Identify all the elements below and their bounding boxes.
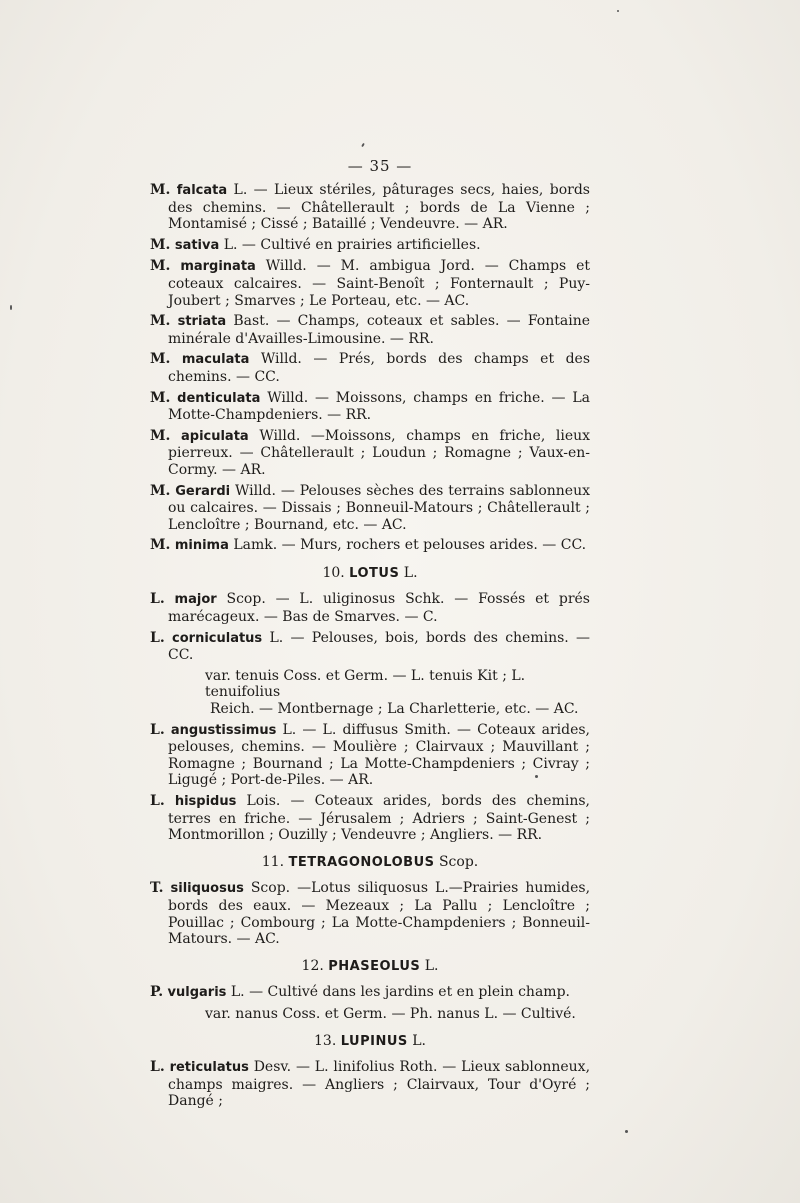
species-name: sativa bbox=[174, 237, 220, 253]
species-entry bbox=[150, 537, 590, 555]
species-name: denticulata bbox=[177, 390, 261, 406]
species-name: minima bbox=[174, 538, 229, 554]
species-name: angustissimus bbox=[170, 722, 277, 738]
entries-lotus-2 bbox=[150, 722, 590, 844]
species-author: L. bbox=[269, 629, 284, 646]
species-name: siliquosus bbox=[170, 881, 244, 897]
genus-number: 11. bbox=[261, 853, 285, 870]
species-name: vulgaris bbox=[167, 985, 227, 1001]
genus-name: LUPINUS bbox=[340, 1033, 408, 1049]
species-entry bbox=[150, 237, 590, 255]
species-name: apiculata bbox=[180, 428, 249, 444]
genus-abbreviation: M. bbox=[150, 313, 171, 330]
print-speck bbox=[361, 143, 365, 147]
variety-line: var. nanus Coss. et Germ. — Ph. nanus L. — Cultivé. bbox=[205, 1005, 576, 1022]
species-author: Scop. bbox=[250, 880, 291, 897]
species-author: Willd. bbox=[234, 482, 276, 499]
species-description: — Pelouses sèches des terrains sablonneux ou calcaires. — Dissais ; Bonneuil-Matours ; Châtellerault ; Lencloître ; Bournand, etc. — AC. bbox=[168, 482, 591, 533]
species-entry bbox=[150, 182, 590, 233]
species-author: Lamk. bbox=[233, 537, 278, 554]
species-author: Desv. bbox=[253, 1059, 292, 1076]
species-description: — M. ambigua Jord. — Champs et coteaux calcaires. — Saint-Benoît ; Fonternault ; Puy-Joubert ; Smarves ; Le Porteau, etc. — AC. bbox=[168, 258, 591, 309]
print-speck bbox=[617, 10, 619, 12]
species-description: — Lieux stériles, pâturages secs, haies, bords des chemins. — Châtellerault ; bords de La Vienne ; Montamisé ; Cissé ; Bataillé ; Vendeuvre. — AR. bbox=[168, 182, 590, 233]
species-name: corniculatus bbox=[172, 630, 263, 646]
species-author: Scop. bbox=[226, 591, 266, 608]
species-entry bbox=[150, 351, 590, 385]
genus-name: LOTUS bbox=[349, 565, 400, 581]
genus-abbreviation: L. bbox=[150, 591, 165, 608]
genus-abbreviation: M. bbox=[150, 182, 171, 198]
species-entry bbox=[150, 630, 590, 664]
species-author: L. bbox=[230, 984, 245, 1001]
genus-abbreviation: M. bbox=[150, 258, 171, 275]
species-description: — Prés, bords des champs et des chemins. — CC. bbox=[168, 351, 590, 385]
species-author: Willd. bbox=[265, 258, 307, 275]
species-entry bbox=[150, 591, 590, 625]
print-speck bbox=[535, 775, 538, 778]
genus-abbreviation: T. bbox=[150, 880, 164, 897]
species-author: Bast. bbox=[233, 313, 270, 330]
species-name: hispidus bbox=[174, 794, 237, 809]
species-name: major bbox=[174, 592, 217, 608]
species-entry bbox=[150, 722, 590, 789]
entries-tetragonolobus bbox=[150, 880, 590, 947]
species-name: reticulatus bbox=[169, 1060, 249, 1076]
species-author: L. bbox=[233, 182, 248, 198]
print-speck bbox=[625, 1130, 628, 1133]
species-description: —Moissons, champs en friche, lieux pierreux. — Châtellerault ; Loudun ; Romagne ; Vaux-en-Cormy. — AR. bbox=[168, 427, 591, 478]
genus-abbreviation: L. bbox=[150, 1059, 165, 1076]
genus-abbreviation: M. bbox=[150, 351, 171, 368]
species-author: Willd. bbox=[267, 389, 309, 406]
genus-name: TETRAGONOLOBUS bbox=[288, 854, 435, 870]
species-name: striata bbox=[177, 314, 227, 330]
genus-heading-lupinus bbox=[150, 1033, 590, 1051]
species-description: — Murs, rochers et pelouses arides. — CC. bbox=[281, 537, 587, 554]
genus-author: L. bbox=[403, 564, 418, 581]
entries-lotus-1 bbox=[150, 591, 590, 663]
genus-number: 13. bbox=[314, 1032, 337, 1049]
species-author: L. bbox=[282, 721, 297, 738]
print-speck bbox=[10, 305, 12, 310]
genus-abbreviation: L. bbox=[150, 793, 165, 809]
genus-heading-tetragonolobus bbox=[150, 854, 590, 872]
species-name: falcata bbox=[176, 183, 228, 198]
species-entry bbox=[150, 313, 590, 347]
variety-line: var. tenuis Coss. et Germ. — L. tenuis Kit ; L. tenuifolius bbox=[205, 667, 526, 701]
species-author: Lois. bbox=[246, 793, 281, 809]
page-number: — 35 — bbox=[347, 157, 413, 175]
species-entry bbox=[150, 984, 590, 1002]
entries-phaseolus bbox=[150, 984, 590, 1002]
entries-lupinus bbox=[150, 1059, 590, 1110]
species-description: — Pelouses, bois, bords des chemins. — CC. bbox=[168, 629, 591, 664]
genus-abbreviation: M. bbox=[150, 389, 171, 406]
species-description: — Champs, coteaux et sables. — Fontaine minérale d'Availles-Limousine. — RR. bbox=[168, 313, 590, 347]
genus-author: L. bbox=[424, 957, 439, 974]
species-description: — Cultivé dans les jardins et en plein champ. bbox=[249, 984, 570, 1001]
genus-abbreviation: M. bbox=[150, 482, 171, 499]
species-author: Willd. bbox=[259, 427, 301, 444]
species-description: — Cultivé en prairies artificielles. bbox=[241, 236, 481, 253]
genus-abbreviation: M. bbox=[150, 236, 171, 253]
species-description: — L. diffusus Smith. — Coteaux arides, pelouses, chemins. — Moulière ; Clairvaux ; Mauvillant ; Romagne ; Bournand ; La Motte-Champdeniers ; Civray ; Ligugé ; Port-de-Piles. — AR. bbox=[168, 721, 590, 789]
genus-heading-phaseolus bbox=[150, 958, 590, 976]
species-author: L. bbox=[223, 236, 238, 253]
genus-number: 10. bbox=[322, 564, 345, 581]
genus-abbreviation: L. bbox=[150, 721, 165, 738]
genus-abbreviation: M. bbox=[150, 427, 171, 444]
species-description: — L. linifolius Roth. — Lieux sablonneux, champs maigres. — Angliers ; Clairvaux, Tour d'Oyré ; Dangé ; bbox=[168, 1059, 591, 1110]
species-name: marginata bbox=[180, 259, 256, 275]
entries-medicago bbox=[150, 182, 590, 555]
species-entry bbox=[150, 483, 590, 534]
variety-line: Reich. — Montbernage ; La Charletterie, etc. — AC. bbox=[210, 701, 579, 718]
genus-abbreviation: P. bbox=[150, 984, 164, 1001]
species-author: Willd. bbox=[260, 351, 302, 368]
genus-abbreviation: M. bbox=[150, 537, 171, 554]
genus-author: L. bbox=[412, 1032, 426, 1049]
species-entry bbox=[150, 793, 590, 844]
species-name: Gerardi bbox=[175, 483, 231, 499]
species-description: —Lotus siliquosus L.—Prairies humides, bords des eaux. — Mezeaux ; La Pallu ; Lencloître ; Pouillac ; Combourg ; La Motte-Champdeniers ; Bonneuil-Matours. — AC. bbox=[168, 880, 591, 948]
species-description: — L. uliginosus Schk. — Fossés et prés marécageux. — Bas de Smarves. — C. bbox=[168, 591, 590, 626]
page-content bbox=[150, 182, 590, 1114]
genus-name: PHASEOLUS bbox=[328, 958, 421, 974]
species-entry bbox=[150, 390, 590, 424]
species-entry bbox=[150, 880, 590, 947]
genus-heading-lotus bbox=[150, 565, 590, 583]
genus-author: Scop. bbox=[438, 853, 479, 870]
species-entry bbox=[150, 258, 590, 309]
species-name: maculata bbox=[181, 352, 250, 368]
genus-number: 12. bbox=[301, 957, 324, 974]
species-entry bbox=[150, 1059, 590, 1110]
species-description: — Moissons, champs en friche. — La Motte-Champdeniers. — RR. bbox=[168, 389, 590, 424]
species-entry bbox=[150, 428, 590, 479]
genus-abbreviation: L. bbox=[150, 629, 165, 646]
species-description: — Coteaux arides, bords des chemins, terres en friche. — Jérusalem ; Adriers ; Saint-Genest ; Montmorillon ; Ouzilly ; Vendeuvre ; Angliers. — RR. bbox=[168, 793, 590, 844]
